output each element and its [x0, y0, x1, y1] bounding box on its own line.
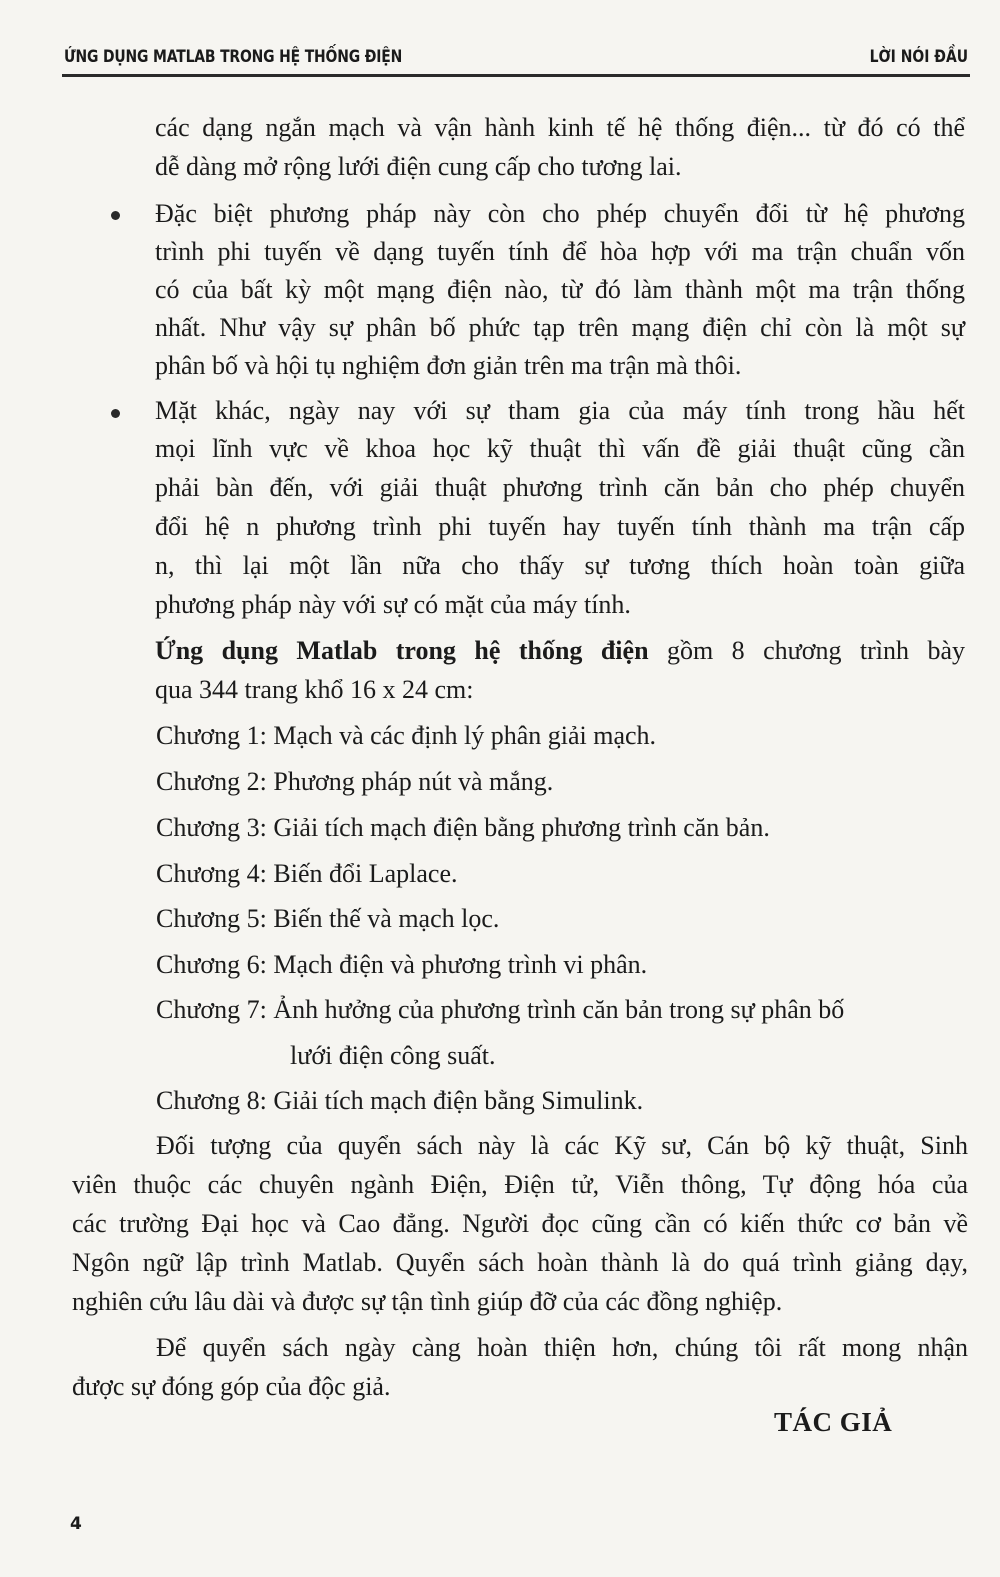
- text-line: Mặt khác, ngày nay với sự tham gia của máy tính trong hầu hết: [155, 396, 965, 425]
- text-line: phân bố và hội tụ nghiệm đơn giản trên ma trận mà thôi.: [155, 351, 742, 380]
- summary-line: [155, 636, 965, 666]
- chapter-item: Chương 1: Mạch và các định lý phân giải mạch.: [156, 721, 657, 750]
- book-title-bold: Ứng dụng Matlab trong hệ thống điện: [155, 636, 649, 665]
- text-line: Đối tượng của quyển sách này là các Kỹ sư, Cán bộ kỹ thuật, Sinh: [156, 1131, 968, 1160]
- summary-rest: gồm 8 chương trình bày: [648, 636, 965, 665]
- text-line: nhất. Như vậy sự phân bố phức tạp trên mạng điện chỉ còn là một sự: [155, 313, 965, 342]
- chapter-item: Chương 8: Giải tích mạch điện bằng Simulink.: [156, 1086, 644, 1115]
- text-line: được sự đóng góp của độc giả.: [72, 1372, 391, 1401]
- text-line: mọi lĩnh vực về khoa học kỹ thuật thì vấn đề giải thuật cũng cần: [155, 434, 965, 463]
- running-header: [62, 44, 970, 77]
- chapter-item: Chương 4: Biến đổi Laplace.: [156, 859, 458, 888]
- text-line: n, thì lại một lần nữa cho thấy sự tương thích hoàn toàn giữa: [155, 551, 965, 580]
- text-line: trình phi tuyến về dạng tuyến tính để hòa hợp với ma trận chuẩn vốn: [155, 237, 965, 266]
- section-title-header: LỜI NÓI ĐẦU: [869, 47, 968, 67]
- chapter-item-continued: lưới điện công suất.: [290, 1041, 496, 1070]
- text-line: các trường Đại học và Cao đẳng. Người đọc cũng cần có kiến thức cơ bản về: [72, 1209, 968, 1238]
- text-line: Ngôn ngữ lập trình Matlab. Quyển sách hoàn thành là do quá trình giảng dạy,: [72, 1248, 968, 1277]
- chapter-item: Chương 5: Biến thế và mạch lọc.: [156, 904, 500, 933]
- author-signature: TÁC GIẢ: [774, 1407, 893, 1437]
- text-line: nghiên cứu lâu dài và được sự tận tình giúp đỡ của các đồng nghiệp.: [72, 1287, 783, 1316]
- book-title-header: ỨNG DỤNG MATLAB TRONG HỆ THỐNG ĐIỆN: [64, 47, 403, 67]
- chapter-item: Chương 3: Giải tích mạch điện bằng phương trình căn bản.: [156, 813, 770, 842]
- page-number: 4: [70, 1514, 82, 1534]
- text-line: dễ dàng mở rộng lưới điện cung cấp cho tương lai.: [155, 152, 682, 181]
- bullet-marker: [111, 409, 120, 418]
- text-line: phương pháp này với sự có mặt của máy tính.: [155, 590, 631, 619]
- chapter-item: Chương 6: Mạch điện và phương trình vi phân.: [156, 950, 648, 979]
- text-line: qua 344 trang khổ 16 x 24 cm:: [155, 675, 474, 704]
- chapter-item: Chương 7: Ảnh hưởng của phương trình căn bản trong sự phân bố: [156, 995, 845, 1024]
- text-line: có của bất kỳ một mạng điện nào, từ đó làm thành một ma trận thống: [155, 275, 965, 304]
- text-line: Đặc biệt phương pháp này còn cho phép chuyển đổi từ hệ phương: [155, 199, 965, 228]
- text-line: viên thuộc các chuyên ngành Điện, Điện tử, Viễn thông, Tự động hóa của: [72, 1170, 968, 1199]
- chapter-item: Chương 2: Phương pháp nút và mắng.: [156, 767, 554, 796]
- text-line: phải bàn đến, với giải thuật phương trình căn bản cho phép chuyển: [155, 473, 965, 502]
- bullet-marker: [111, 211, 120, 220]
- text-line: Để quyển sách ngày càng hoàn thiện hơn, chúng tôi rất mong nhận: [156, 1333, 968, 1362]
- text-line: các dạng ngắn mạch và vận hành kinh tế hệ thống điện... từ đó có thể: [155, 113, 965, 142]
- text-line: đổi hệ n phương trình phi tuyến hay tuyến tính thành ma trận cấp: [155, 512, 965, 541]
